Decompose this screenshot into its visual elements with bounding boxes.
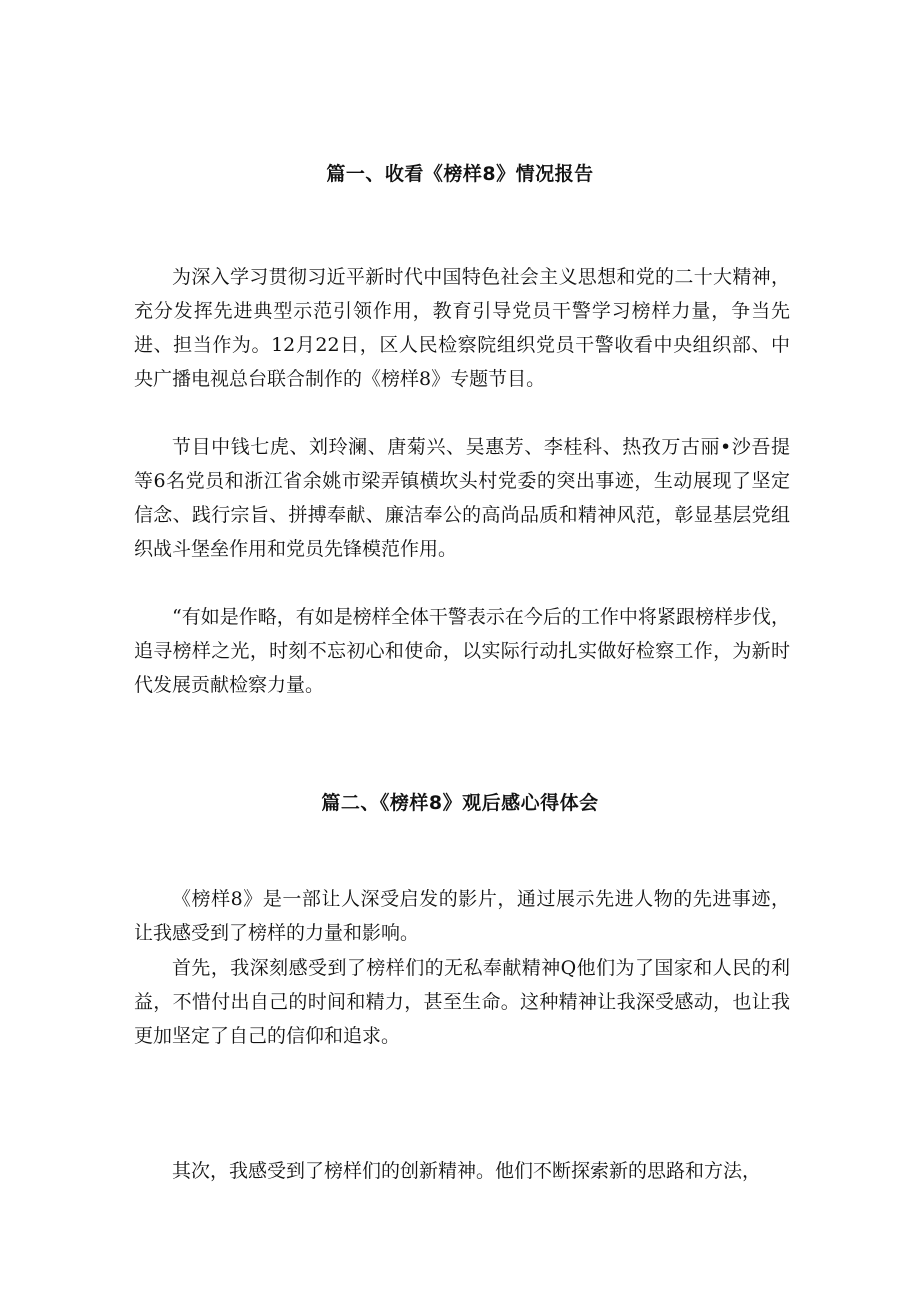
section-1-paragraph-1: 为深入学习贯彻习近平新时代中国特色社会主义思想和党的二十大精神，充分发挥先进典型示范引领作用，教育引导党员干警学习榜样力量，争当先进、担当作为。12月22日，区人民检察院组织党员干警收看中央组织部、中央广播电视总台联合制作的《榜样8》专题节目。 bbox=[134, 266, 790, 390]
section-1-paragraph-2: 节目中钱七虎、刘玲澜、唐菊兴、吴惠芳、李桂科、热孜万古丽•沙吾提等6名党员和浙江省余姚市梁弄镇横坎头村党委的突出事迹，生动展现了坚定信念、践行宗旨、拼搏奉献、廉洁奉公的高尚品质和精神风范，彰显基层党组织战斗堡垒作用和党员先锋模范作用。 bbox=[134, 436, 790, 560]
section-2-title: 篇二、《榜样8》观后感心得体会 bbox=[321, 792, 599, 814]
section-2-paragraph-3: 其次，我感受到了榜样们的创新精神。他们不断探索新的思路和方法， bbox=[172, 1160, 762, 1182]
section-2-paragraph-2: 首先，我深刻感受到了榜样们的无私奉献精神Q他们为了国家和人民的利益，不惜付出自己的时间和精力，甚至生命。这种精神让我深受感动，也让我更加坚定了自己的信仰和追求。 bbox=[134, 957, 790, 1047]
section-1-paragraph-3: “有如是作略，有如是榜样全体干警表示在今后的工作中将紧跟榜样步伐，追寻榜样之光，时刻不忘初心和使命，以实际行动扎实做好检察工作，为新时代发展贡献检察力量。 bbox=[134, 606, 790, 696]
section-2-paragraph-1: 《榜样8》是一部让人深受启发的影片，通过展示先进人物的先进事迹，让我感受到了榜样的力量和影响。 bbox=[134, 888, 790, 944]
section-1-title: 篇一、收看《榜样8》情况报告 bbox=[326, 163, 594, 185]
